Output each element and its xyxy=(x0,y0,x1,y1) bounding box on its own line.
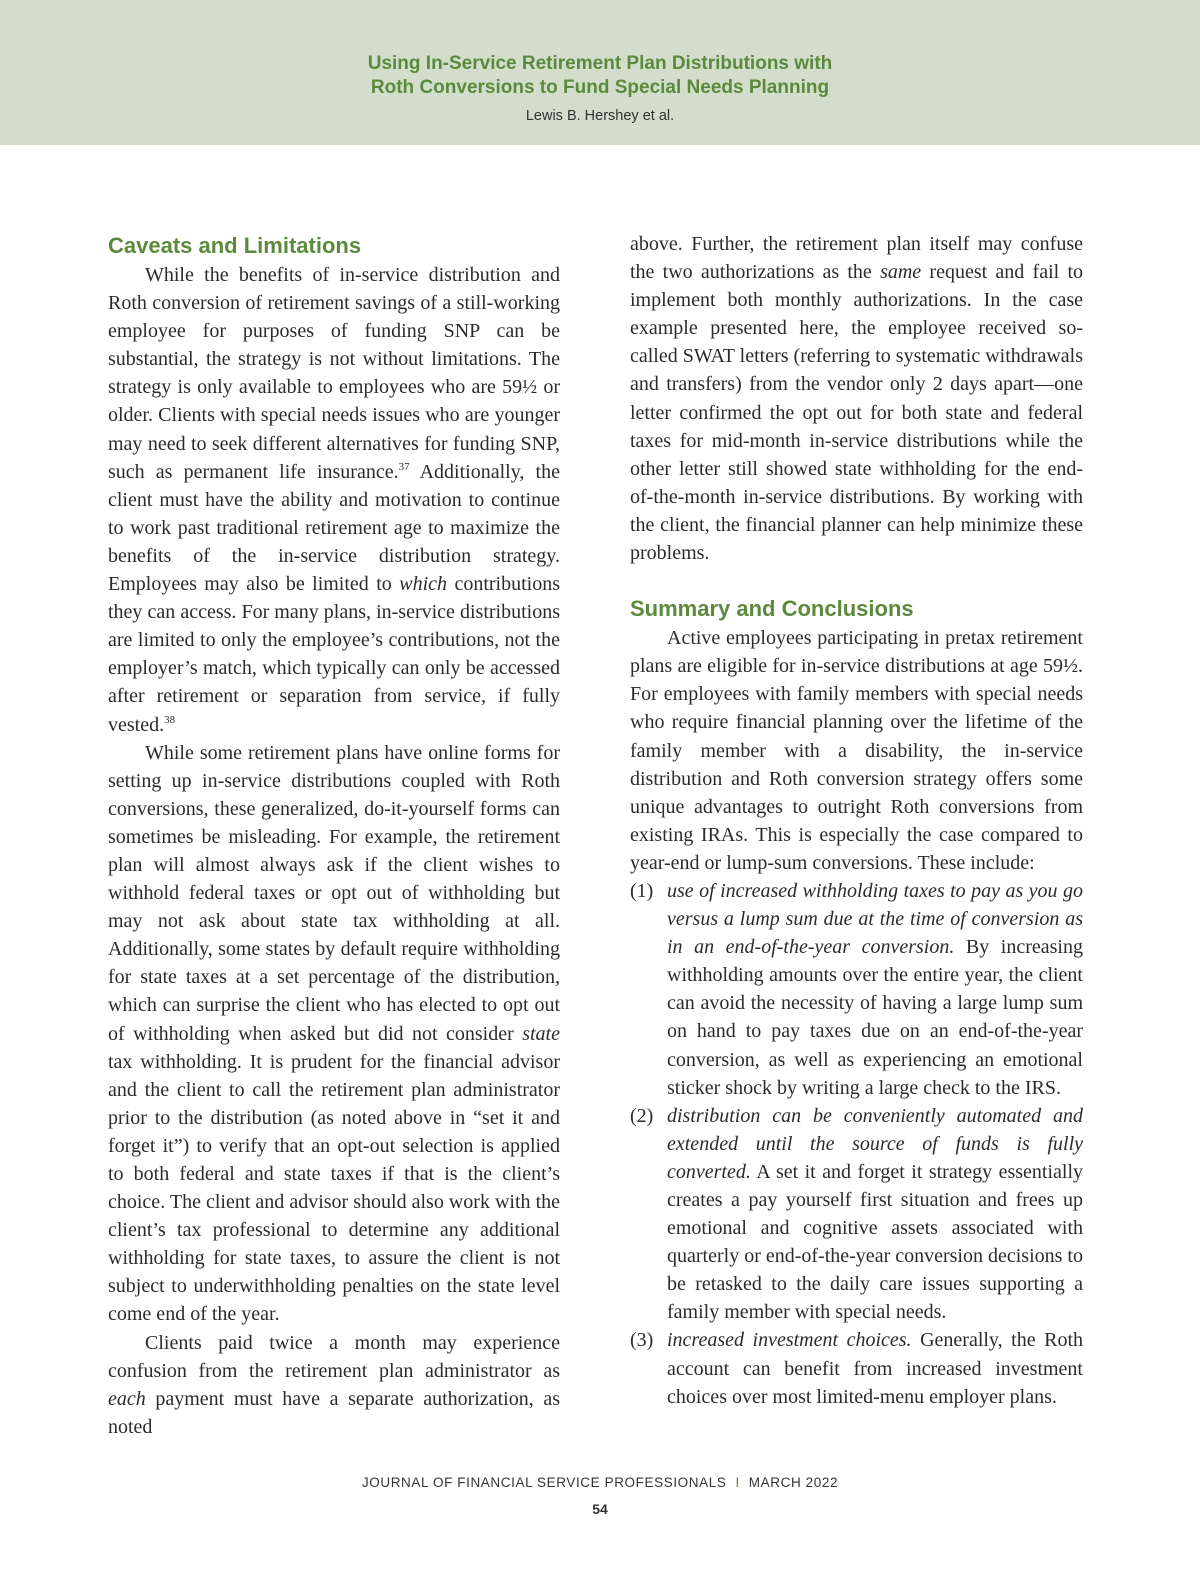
list-number: (2) xyxy=(630,1104,654,1127)
list-item-lead: distribution can be conveniently automated and extended until the source of funds is fully converted. xyxy=(667,1104,1083,1183)
footnote-ref: 38 xyxy=(164,713,176,726)
paragraph-text: payment must have a separate authorization, as noted xyxy=(108,1387,560,1438)
left-column xyxy=(108,230,560,1441)
list-item-lead: use of increased withholding taxes to pay as you go versus a lump sum due at the time of conversion as in an end-of-the-year conversion. xyxy=(667,879,1083,959)
paragraph-text: Additionally, the client must have the ability and motivation to continue to work past traditional retirement age to maximize the benefits of the in-service distribution strategy. Employees may also be limited to xyxy=(108,460,560,596)
running-header xyxy=(0,0,1200,145)
paragraph-text: While some retirement plans have online forms for setting up in-service distributions coupled with Roth conversions, these generalized, do-it-yourself forms can sometimes be misleading. For example, the retirement plan will almost always ask if the client wishes to withhold federal taxes or opt out of withholding but may not ask about state tax withholding at all. Additionally, some states by default require withholding for state taxes at a set percentage of the distribution, which can surprise the client who has elected to opt out of withholding when asked but did not consider xyxy=(108,741,560,1045)
running-footer xyxy=(0,1475,1200,1490)
right-column xyxy=(630,230,1083,1411)
paragraph xyxy=(108,261,560,739)
paragraph-text: While the benefits of in-service distribution and Roth conversion of retirement savings of a still-working employee for purposes of funding SNP can be substantial, the strategy is not without limitations. The strategy is only available to employees who are 59½ or older. Clients with special needs issues who are younger may need to seek different alternatives for funding SNP, such as permanent life insurance. xyxy=(108,264,560,483)
article-author: Lewis B. Hershey et al. xyxy=(525,108,675,124)
list-number: (1) xyxy=(630,879,654,902)
list-number: (3) xyxy=(630,1329,654,1352)
section-heading-summary: Summary and Conclusions xyxy=(630,596,914,622)
journal-name: JOURNAL OF FINANCIAL SERVICE PROFESSIONALS xyxy=(361,1475,727,1490)
footer-separator: I xyxy=(735,1475,740,1490)
paragraph-text: request and fail to implement both monthly authorizations. In the case example presented here, the employee received so-called SWAT letters (referring to systematic withdrawals and transfers) from the vendor only 2 days apart—one letter confirmed the opt out for both state and federal taxes for mid-month in-service distributions while the other letter still showed state withholding for the end-of-the-month in-service distributions. By working with the client, the financial planner can help minimize these problems. xyxy=(630,261,1083,565)
paragraph-text: tax withholding. It is prudent for the financial advisor and the client to call the retirement plan administrator prior to the distribution (as noted above in “set it and forget it”) to verify that an opt-out selection is applied to both federal and state taxes if that is the client’s choice. The client and advisor should also work with the client’s tax professional to determine any additional withholding for state taxes, to assure the client is not subject to underwithholding penalties on the state level come end of the year. xyxy=(108,1050,560,1326)
list-item xyxy=(630,1102,1083,1327)
numbered-list xyxy=(630,877,1083,1411)
emphasis: state xyxy=(522,1022,560,1045)
section-heading-caveats: Caveats and Limitations xyxy=(108,233,362,258)
list-item-text: Generally, the Roth account can benefit from increased investment choices over most limited-menu employer plans. xyxy=(667,1329,1083,1408)
list-item xyxy=(630,1326,1083,1410)
list-item-lead: increased investment choices. xyxy=(667,1329,912,1352)
paragraph-text: above. Further, the retirement plan itself may confuse the two authorizations as the xyxy=(630,233,1083,284)
list-item-text: A set it and forget it strategy essentially creates a pay yourself first situation and frees up emotional and cognitive assets associated with quarterly or end-of-the-year conversion decisions to be retasked to the daily care issues supporting a family member with special needs. xyxy=(667,1160,1083,1324)
paragraph xyxy=(108,1329,560,1441)
issue-date: MARCH 2022 xyxy=(748,1475,839,1490)
paragraph-text: Clients paid twice a month may experience confusion from the retirement plan administrator as xyxy=(108,1331,560,1382)
footnote-ref: 37 xyxy=(398,460,410,473)
emphasis: same xyxy=(880,261,922,284)
list-item-text: By increasing withholding amounts over the entire year, the client can avoid the necessity of having a large lump sum on hand to pay taxes due on an end-of-the-year conversion, as well as experiencing an emotional sticker shock by writing a large check to the IRS. xyxy=(667,936,1083,1099)
emphasis: which xyxy=(399,573,448,596)
paragraph-text: contributions they can access. For many plans, in-service distributions are limited to only the employee’s contributions, not the employer’s match, which typically can only be accessed after retirement or separation from service, if fully vested. xyxy=(108,573,560,736)
article-title-line-2: Roth Conversions to Fund Special Needs Planning xyxy=(370,77,830,98)
emphasis: each xyxy=(108,1387,146,1410)
paragraph: Active employees participating in pretax retirement plans are eligible for in-service distributions at age 59½. For employees with family members with special needs who require financial planning over the lifetime of the family member with a disability, the in-service distribution and Roth conversion strategy offers some unique advantages to outright Roth conversions from existing IRAs. This is especially the case compared to year-end or lump-sum conversions. These include: xyxy=(630,627,1083,874)
article-title-line-1: Using In-Service Retirement Plan Distributions with xyxy=(367,53,833,74)
paragraph xyxy=(630,230,1083,567)
list-item xyxy=(630,877,1083,1102)
paragraph xyxy=(108,739,560,1329)
page-number: 54 xyxy=(592,1501,608,1517)
